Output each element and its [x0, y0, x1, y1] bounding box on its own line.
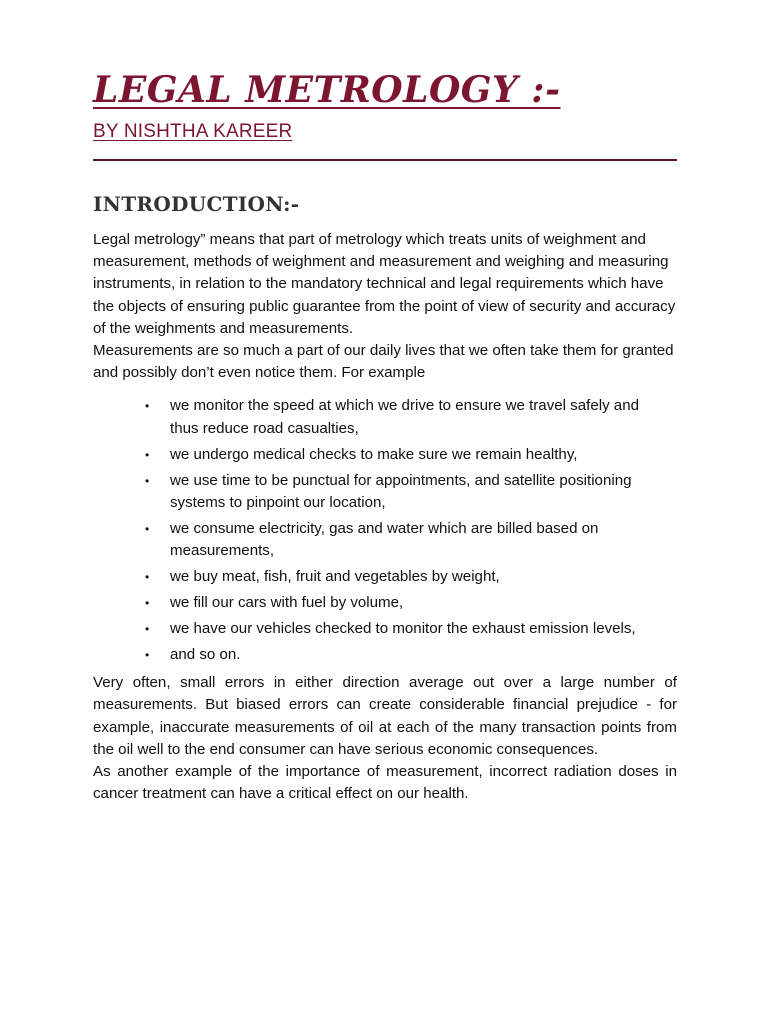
list-item [145, 470, 677, 514]
list-item-text: we buy meat, fish, fruit and vegetables by weight, [170, 568, 500, 586]
list-item [145, 566, 677, 588]
list-item [145, 444, 677, 466]
list-item-text: we use time to be punctual for appointments, and satellite positioning systems to pinpoint our location, [170, 471, 632, 511]
bullet-dot-icon: • [145, 447, 150, 462]
paragraph-errors: Very often, small errors in either direction average out over a large number of measurements. But biased errors can create considerable financial prejudice - for example, inaccurate measurements of oil at each of the many transaction points from the oil well to the end consumer can have serious economic consequences. [93, 674, 677, 758]
list-item [145, 644, 677, 666]
paragraph-definition: Legal metrology” means that part of metrology which treats units of weighment and measurement, methods of weighment and measurement and weighing and measuring instruments, in relation to the mandatory technical and legal requirements which have the objects of ensuring public guarantee from the point of view of security and accuracy of the weighments and measurements. [93, 231, 676, 337]
document-title: LEGAL METROLOGY :- [93, 69, 561, 111]
section-heading-introduction: INTRODUCTION:- [93, 192, 300, 216]
bullet-dot-icon: • [145, 473, 150, 488]
list-item-text: we monitor the speed at which we drive to ensure we travel safely and thus reduce road casualties, [170, 397, 639, 437]
list-item [145, 618, 677, 640]
bullet-dot-icon: • [145, 596, 150, 611]
title-divider [93, 159, 677, 161]
list-item-text: we have our vehicles checked to monitor the exhaust emission levels, [170, 620, 636, 638]
document-page [93, 70, 677, 805]
list-item-text: we undergo medical checks to make sure we remain healthy, [170, 445, 578, 463]
list-item-text: we consume electricity, gas and water which are billed based on measurements, [170, 519, 599, 560]
list-item [145, 395, 677, 439]
list-item-text: we fill our cars with fuel by volume, [170, 594, 404, 612]
bullet-dot-icon: • [145, 648, 150, 663]
bullet-dot-icon: • [145, 622, 150, 637]
bullet-dot-icon: • [145, 399, 150, 414]
paragraph-radiation: As another example of the importance of measurement, incorrect radiation doses in cancer treatment can have a critical effect on our health. [93, 763, 677, 803]
list-item [145, 592, 677, 614]
list-item [145, 518, 677, 562]
examples-list [93, 395, 677, 666]
document-author: BY NISHTHA KAREER [93, 121, 293, 142]
list-item-text: and so on. [170, 646, 241, 664]
bullet-dot-icon: • [145, 521, 150, 536]
paragraph-daily-lives: Measurements are so much a part of our daily lives that we often take them for granted and possibly don’t even notice them. For example [93, 342, 674, 382]
bullet-dot-icon: • [145, 570, 150, 585]
